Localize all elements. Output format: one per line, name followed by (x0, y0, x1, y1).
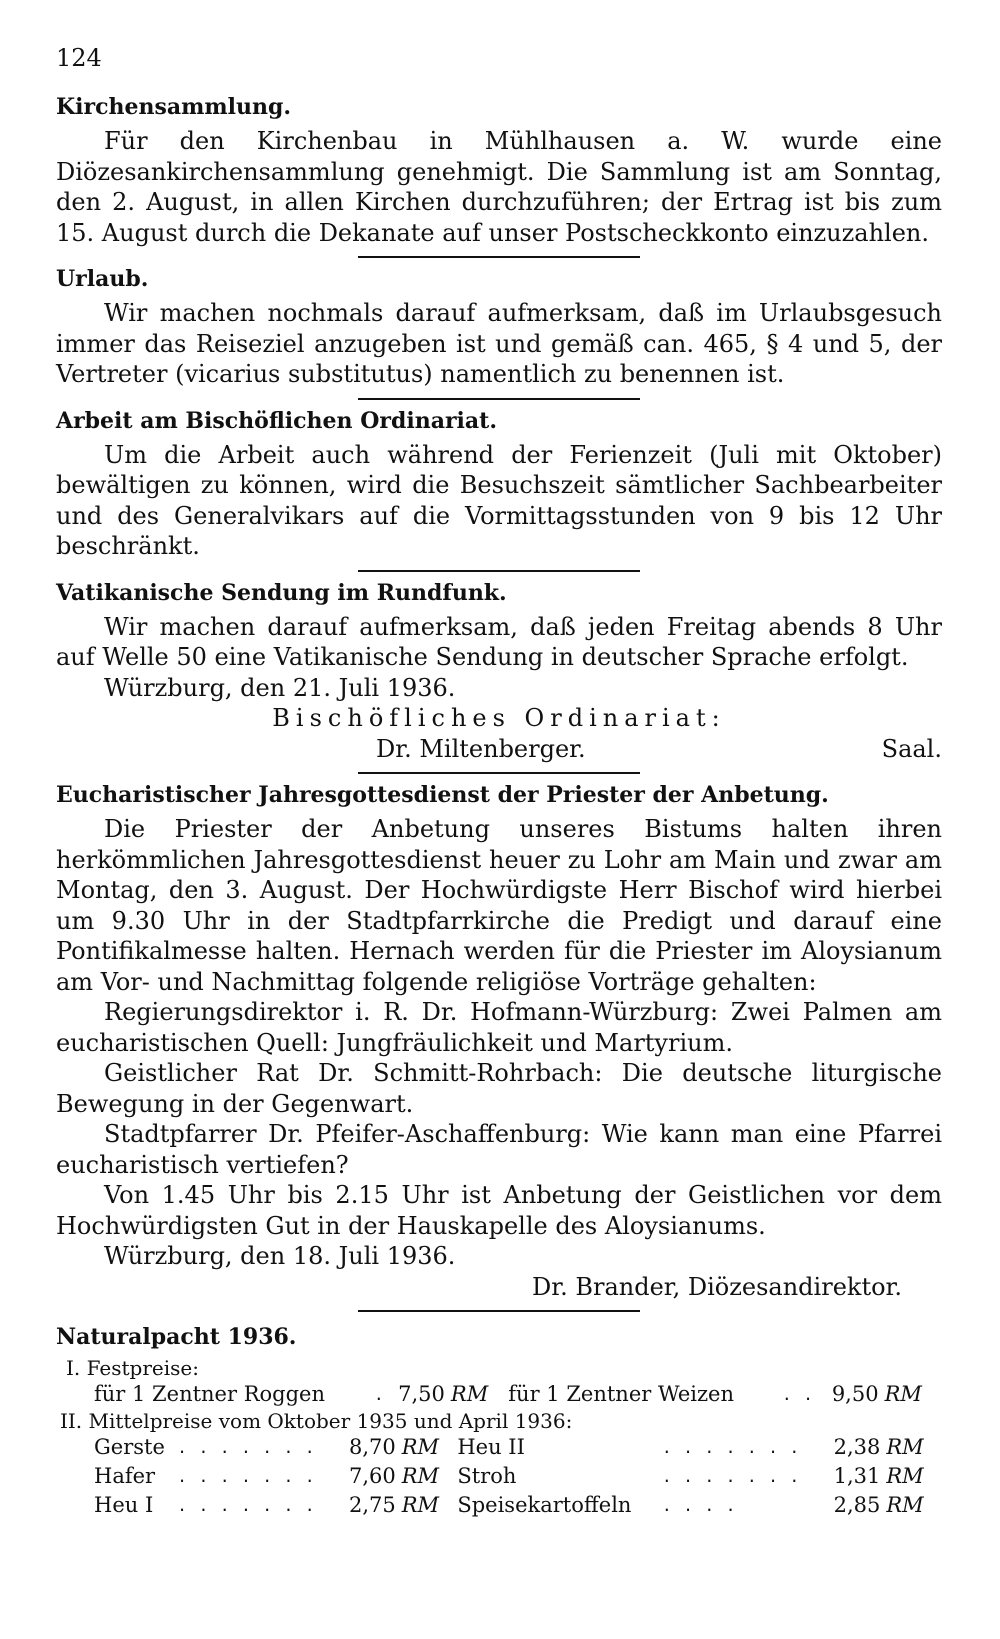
unit: RM (886, 1464, 924, 1488)
mittelpreise-label: II. Mittelpreise vom Oktober 1935 und April 1936: (60, 1409, 573, 1433)
price-value: 8,70 (348, 1435, 396, 1459)
date-line: Würzburg, den 21. Juli 1936. (104, 673, 456, 702)
fest-value: 7,50 (398, 1382, 445, 1406)
table-row (56, 1491, 942, 1520)
section-heading: Naturalpacht 1936. (56, 1324, 297, 1350)
paragraph: Regierungsdirektor i. R. Dr. Hofmann-Würzburg: Zwei Palmen am eucharistischen Quell: Jungfräulichkeit und Martyrium. (56, 998, 942, 1057)
section-heading: Arbeit am Bischöflichen Ordinariat. (56, 407, 497, 434)
unit: RM (884, 1382, 922, 1406)
ordinariat-line: Bischöfliches Ordinariat: (272, 704, 726, 732)
unit: RM (401, 1493, 440, 1517)
leader-dots: . . . . (661, 1496, 737, 1515)
divider (358, 772, 640, 774)
unit: RM (401, 1435, 440, 1459)
price-value: 2,75 (348, 1493, 396, 1517)
section-arbeit (56, 406, 942, 562)
fest-item: für 1 Zentner Roggen (94, 1382, 325, 1406)
leader-dots: . . . . . . . (661, 1438, 801, 1457)
divider (358, 570, 640, 572)
festpreise-label: I. Festpreise: (66, 1356, 199, 1380)
leader-dots: . . . . . . . (661, 1467, 801, 1486)
price-value: 1,31 (833, 1464, 881, 1488)
paragraph: Von 1.45 Uhr bis 2.15 Uhr ist Anbetung der Geistlichen vor dem Hochwürdigsten Gut in der Hauskapelle des Aloysianums. (56, 1181, 942, 1240)
table-row (56, 1380, 942, 1409)
leader-dots: . . (781, 1385, 814, 1404)
signature-line: Dr. Brander, Diözesandirektor. (532, 1272, 902, 1301)
price-item: Stroh (457, 1464, 517, 1488)
unit: RM (886, 1435, 924, 1459)
unit: RM (886, 1493, 924, 1517)
unit: RM (450, 1382, 489, 1406)
section-naturalpacht (56, 1322, 942, 1520)
leader-dots: . . . . . . . (177, 1496, 316, 1515)
table-row (56, 1462, 942, 1491)
section-heading: Eucharistischer Jahresgottesdienst der Priester der Anbetung. (56, 782, 829, 808)
leader-dots: . . . . . . . (177, 1467, 316, 1486)
section-vatikanische-sendung (56, 578, 942, 765)
paragraph: Wir machen darauf aufmerksam, daß jeden Freitag abends 8 Uhr auf Welle 50 eine Vatikanische Sendung in deutscher Sprache erfolgt. (56, 612, 942, 671)
section-heading: Urlaub. (56, 266, 149, 292)
divider (358, 398, 640, 400)
paragraph: Für den Kirchenbau in Mühlhausen a. W. wurde eine Diözesankirchensammlung genehmigt. Die Sammlung ist am Sonntag, den 2. August, in allen Kirchen durchzuführen; der Ertrag ist bis zum 15. August durch die Dekanate auf unser Postscheckkonto einzuzahlen. (56, 127, 942, 247)
section-kirchensammlung (56, 92, 942, 248)
price-item: Heu I (94, 1493, 154, 1517)
divider (358, 256, 640, 258)
table-row (56, 1433, 942, 1462)
section-eucharistischer-gottesdienst (56, 780, 942, 1302)
festpreise-table (56, 1380, 942, 1409)
document-page (56, 44, 942, 1520)
section-urlaub (56, 264, 942, 390)
leader-dots: . . . . . . . (177, 1438, 316, 1457)
unit: RM (401, 1464, 440, 1488)
signer: Dr. Miltenberger. (376, 734, 586, 763)
signer-2: Saal. (881, 734, 942, 763)
paragraph: Um die Arbeit auch während der Ferienzeit (Juli mit Oktober) bewältigen zu können, wird die Besuchszeit sämtlicher Sachbearbeiter und des Generalvikars auf die Vormittagsstunden von 9 bis 12 Uhr beschränkt. (56, 440, 942, 560)
price-item: Speisekartoffeln (457, 1493, 632, 1517)
paragraph: Geistlicher Rat Dr. Schmitt-Rohrbach: Die deutsche liturgische Bewegung in der Gegenwart. (56, 1059, 942, 1118)
fest-item: für 1 Zentner Weizen (508, 1382, 735, 1406)
section-heading: Vatikanische Sendung im Rundfunk. (56, 579, 507, 606)
paragraph: Stadtpfarrer Dr. Pfeifer-Aschaffenburg: Wie kann man eine Pfarrei eucharistisch vertiefen? (56, 1120, 942, 1179)
paragraph: Die Priester der Anbetung unseres Bistums halten ihren herkömmlichen Jahresgottesdienst heuer zu Lohr am Main und zwar am Montag, den 3. August. Der Hochwürdigste Herr Bischof wird hierbei um 9.30 Uhr in der Stadtpfarrkirche die Predigt und darauf eine Pontifikalmesse halten. Hernach werden für die Priester im Aloysianum am Vor- und Nachmittag folgende religiöse Vorträge gehalten: (56, 815, 942, 996)
page-number: 124 (56, 44, 102, 72)
price-value: 2,38 (833, 1435, 881, 1459)
fest-value: 9,50 (831, 1382, 879, 1406)
price-value: 2,85 (833, 1493, 881, 1517)
mittelpreise-table (56, 1433, 942, 1520)
divider (358, 1310, 640, 1312)
section-heading: Kirchensammlung. (56, 94, 292, 120)
price-item: Gerste (94, 1435, 165, 1459)
price-value: 7,60 (348, 1464, 396, 1488)
price-item: Heu II (457, 1435, 525, 1459)
signature-line (56, 734, 942, 765)
date-line: Würzburg, den 18. Juli 1936. (104, 1242, 456, 1270)
leader-dots: . (374, 1385, 385, 1404)
paragraph: Wir machen nochmals darauf aufmerksam, daß im Urlaubsgesuch immer das Reiseziel anzugeben ist und gemäß can. 465, § 4 und 5, der Vertreter (vicarius substitutus) namentlich zu benennen ist. (56, 299, 942, 388)
price-item: Hafer (94, 1464, 156, 1488)
